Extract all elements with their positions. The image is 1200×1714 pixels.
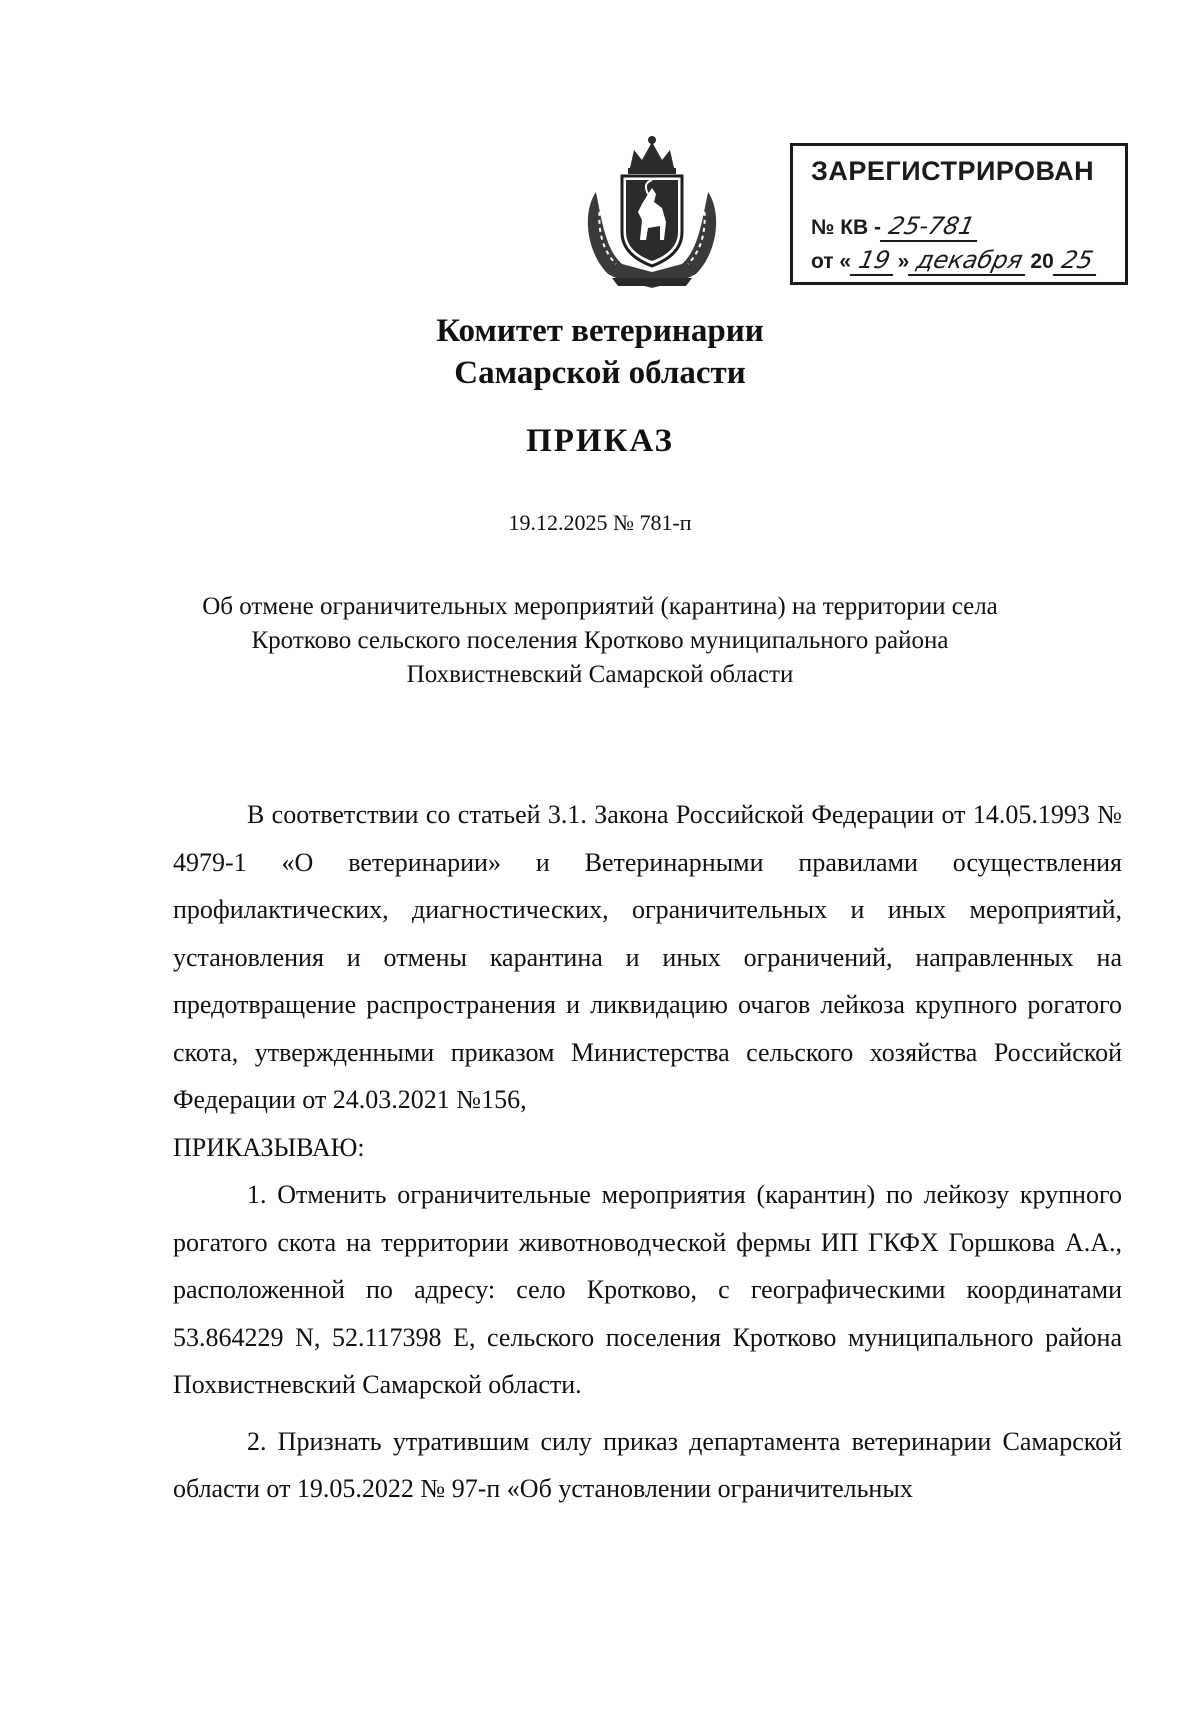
body-item-1: 1. Отменить ограничительные мероприятия (карантин) по лейкозу крупного рогатого скота на территории животноводческой фермы ИП ГКФХ Горшкова А.А., расположенной по адресу: село Кротково, с географическими координатами 53.864229 N, 52.117398 E, сельского поселения Кротково муниципального района Похвистневский Самарской области. (173, 1180, 1122, 1399)
body-preamble: В соответствии со статьей 3.1. Закона Российской Федерации от 14.05.1993 № 4979-1 «О ветеринарии» и Ветеринарными правилами осуществления профилактических, диагностических, ограничительных и иных мероприятий, установления и отмены карантина и иных ограничений, направленных на предотвращение распространения и ликвидацию очагов лейкоза крупного рогатого скота, утвержденными приказом Министерства сельского хозяйства Российской Федерации от 24.03.2021 №156, (173, 800, 1122, 1114)
stamp-number-handwritten: 25-781 (880, 212, 983, 242)
stamp-date-mid: » (897, 250, 910, 273)
stamp-date-year-prefix: 20 (1030, 250, 1054, 273)
registration-stamp (790, 143, 1128, 285)
stamp-number-label: № КВ - (811, 216, 882, 239)
organization-line-1: Комитет ветеринарии (436, 313, 764, 349)
document-type: ПРИКАЗ (526, 423, 674, 459)
body-item-2: 2. Признать утратившим силу приказ департамента ветеринарии Самарской области от 19.05.2022 № 97-п «Об установлении ограничительных (173, 1426, 1122, 1503)
stamp-date-year-suffix: 25 (1053, 246, 1102, 276)
stamp-date-day: 19 (850, 246, 899, 276)
subject-line-2: Кротково сельского поселения Кротково муниципального района (251, 627, 949, 654)
stamp-date-prefix: от « (811, 250, 852, 273)
subject-line-1: Об отмене ограничительных мероприятий (карантина) на территории села (202, 593, 998, 620)
stamp-title: ЗАРЕГИСТРИРОВАН (811, 156, 1095, 186)
stamp-date-line (811, 246, 1100, 276)
document-date-number: 19.12.2025 № 781-п (508, 510, 692, 535)
subject-line-3: Похвистневский Самарской области (406, 661, 794, 688)
organization-name (0, 310, 1200, 394)
organization-line-2: Самарской области (454, 355, 746, 391)
stamp-number-line (811, 212, 982, 242)
body-order-word: ПРИКАЗЫВАЮ: (173, 1132, 365, 1162)
document-body (173, 791, 1122, 1513)
stamp-date-month: декабря (908, 246, 1031, 276)
document-subject (0, 590, 1200, 692)
samara-coat-of-arms-icon (582, 132, 722, 292)
